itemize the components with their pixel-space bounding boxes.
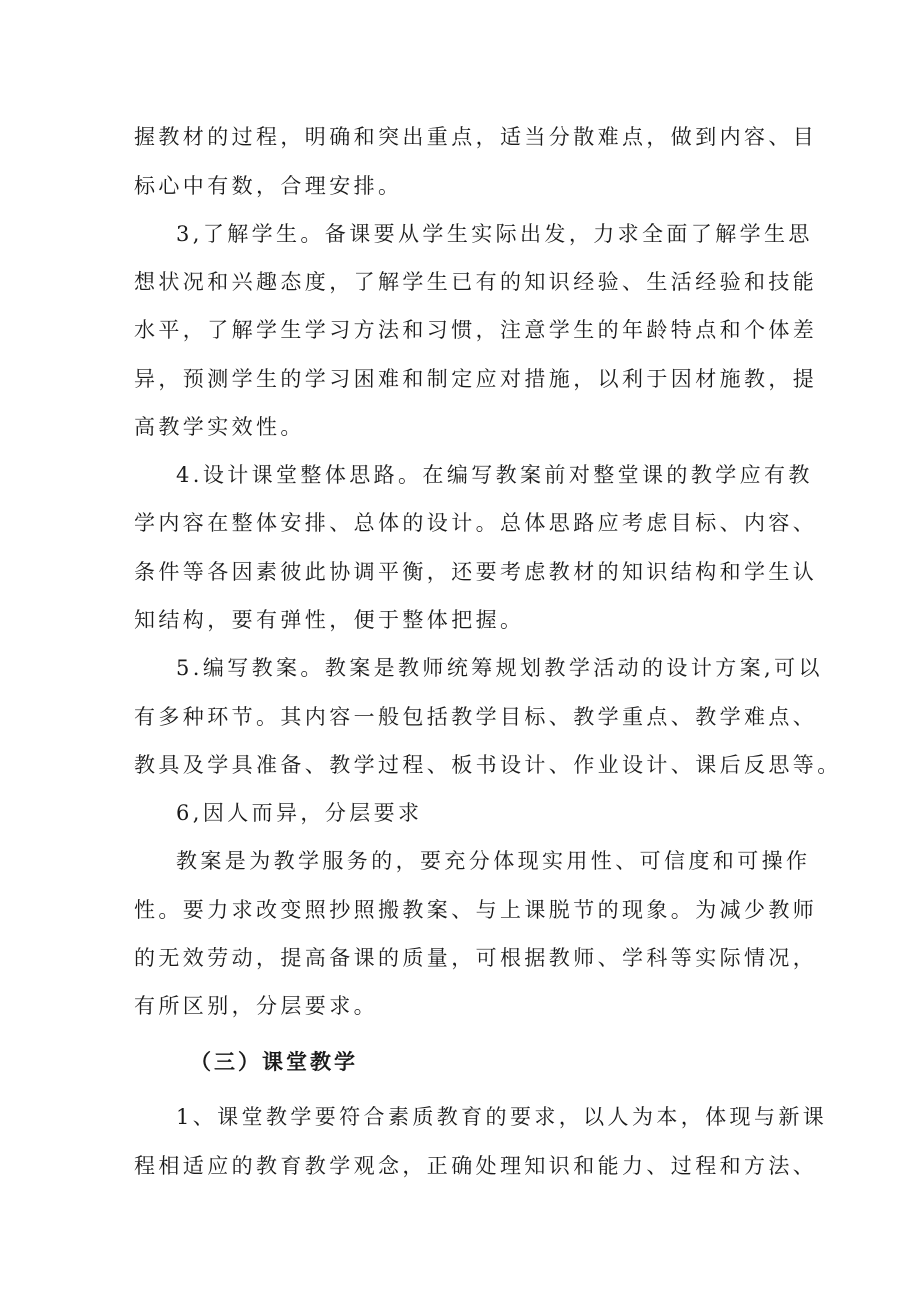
text-line: 性。要力求改变照抄照搬教案、与上课脱节的现象。为减少教师 bbox=[134, 898, 818, 922]
paragraph-item-5-start: 5.编写教案。教案是教师统筹规划教学活动的设计方案,可以 bbox=[176, 656, 823, 680]
text-line: 学内容在整体安排、总体的设计。总体思路应考虑目标、内容、 bbox=[134, 511, 818, 535]
text-line: 高教学实效性。 bbox=[134, 415, 305, 439]
paragraph-item-1-start: 1、课堂教学要符合素质教育的要求，以人为本，体现与新课 bbox=[176, 1105, 828, 1129]
text-line: 想状况和兴趣态度，了解学生已有的知识经验、生活经验和技能 bbox=[134, 270, 818, 294]
text-line: 握教材的过程，明确和突出重点，适当分散难点，做到内容、目 bbox=[134, 125, 818, 149]
text-line: 有所区别，分层要求。 bbox=[134, 994, 378, 1018]
paragraph-item-4-start: 4.设计课堂整体思路。在编写教案前对整堂课的教学应有教 bbox=[176, 463, 813, 487]
paragraph-item-6-title: 6,因人而异，分层要求 bbox=[176, 801, 423, 825]
text-line: 教具及学具准备、教学过程、板书设计、作业设计、课后反思等。 bbox=[134, 753, 842, 777]
text-line: 有多种环节。其内容一般包括教学目标、教学重点、教学难点、 bbox=[134, 705, 818, 729]
text-line: 水平，了解学生学习方法和习惯，注意学生的年龄特点和个体差 bbox=[134, 318, 818, 342]
text-line: 异，预测学生的学习困难和制定应对措施，以利于因材施教，提 bbox=[134, 367, 818, 391]
text-line: 标心中有数，合理安排。 bbox=[134, 174, 403, 198]
section-heading: （三）课堂教学 bbox=[190, 1050, 358, 1074]
text-line: 的无效劳动，提高备课的质量，可根据教师、学科等实际情况， bbox=[134, 946, 818, 970]
text-line: 条件等各因素彼此协调平衡，还要考虑教材的知识结构和学生认 bbox=[134, 560, 818, 584]
text-line: 知结构，要有弹性，便于整体把握。 bbox=[134, 608, 525, 632]
paragraph-item-3-start: 3,了解学生。备课要从学生实际出发，力求全面了解学生思 bbox=[176, 222, 813, 246]
paragraph-start: 教案是为教学服务的，要充分体现实用性、可信度和可操作 bbox=[176, 849, 811, 873]
text-line: 程相适应的教育教学观念，正确处理知识和能力、过程和方法、 bbox=[134, 1154, 818, 1178]
